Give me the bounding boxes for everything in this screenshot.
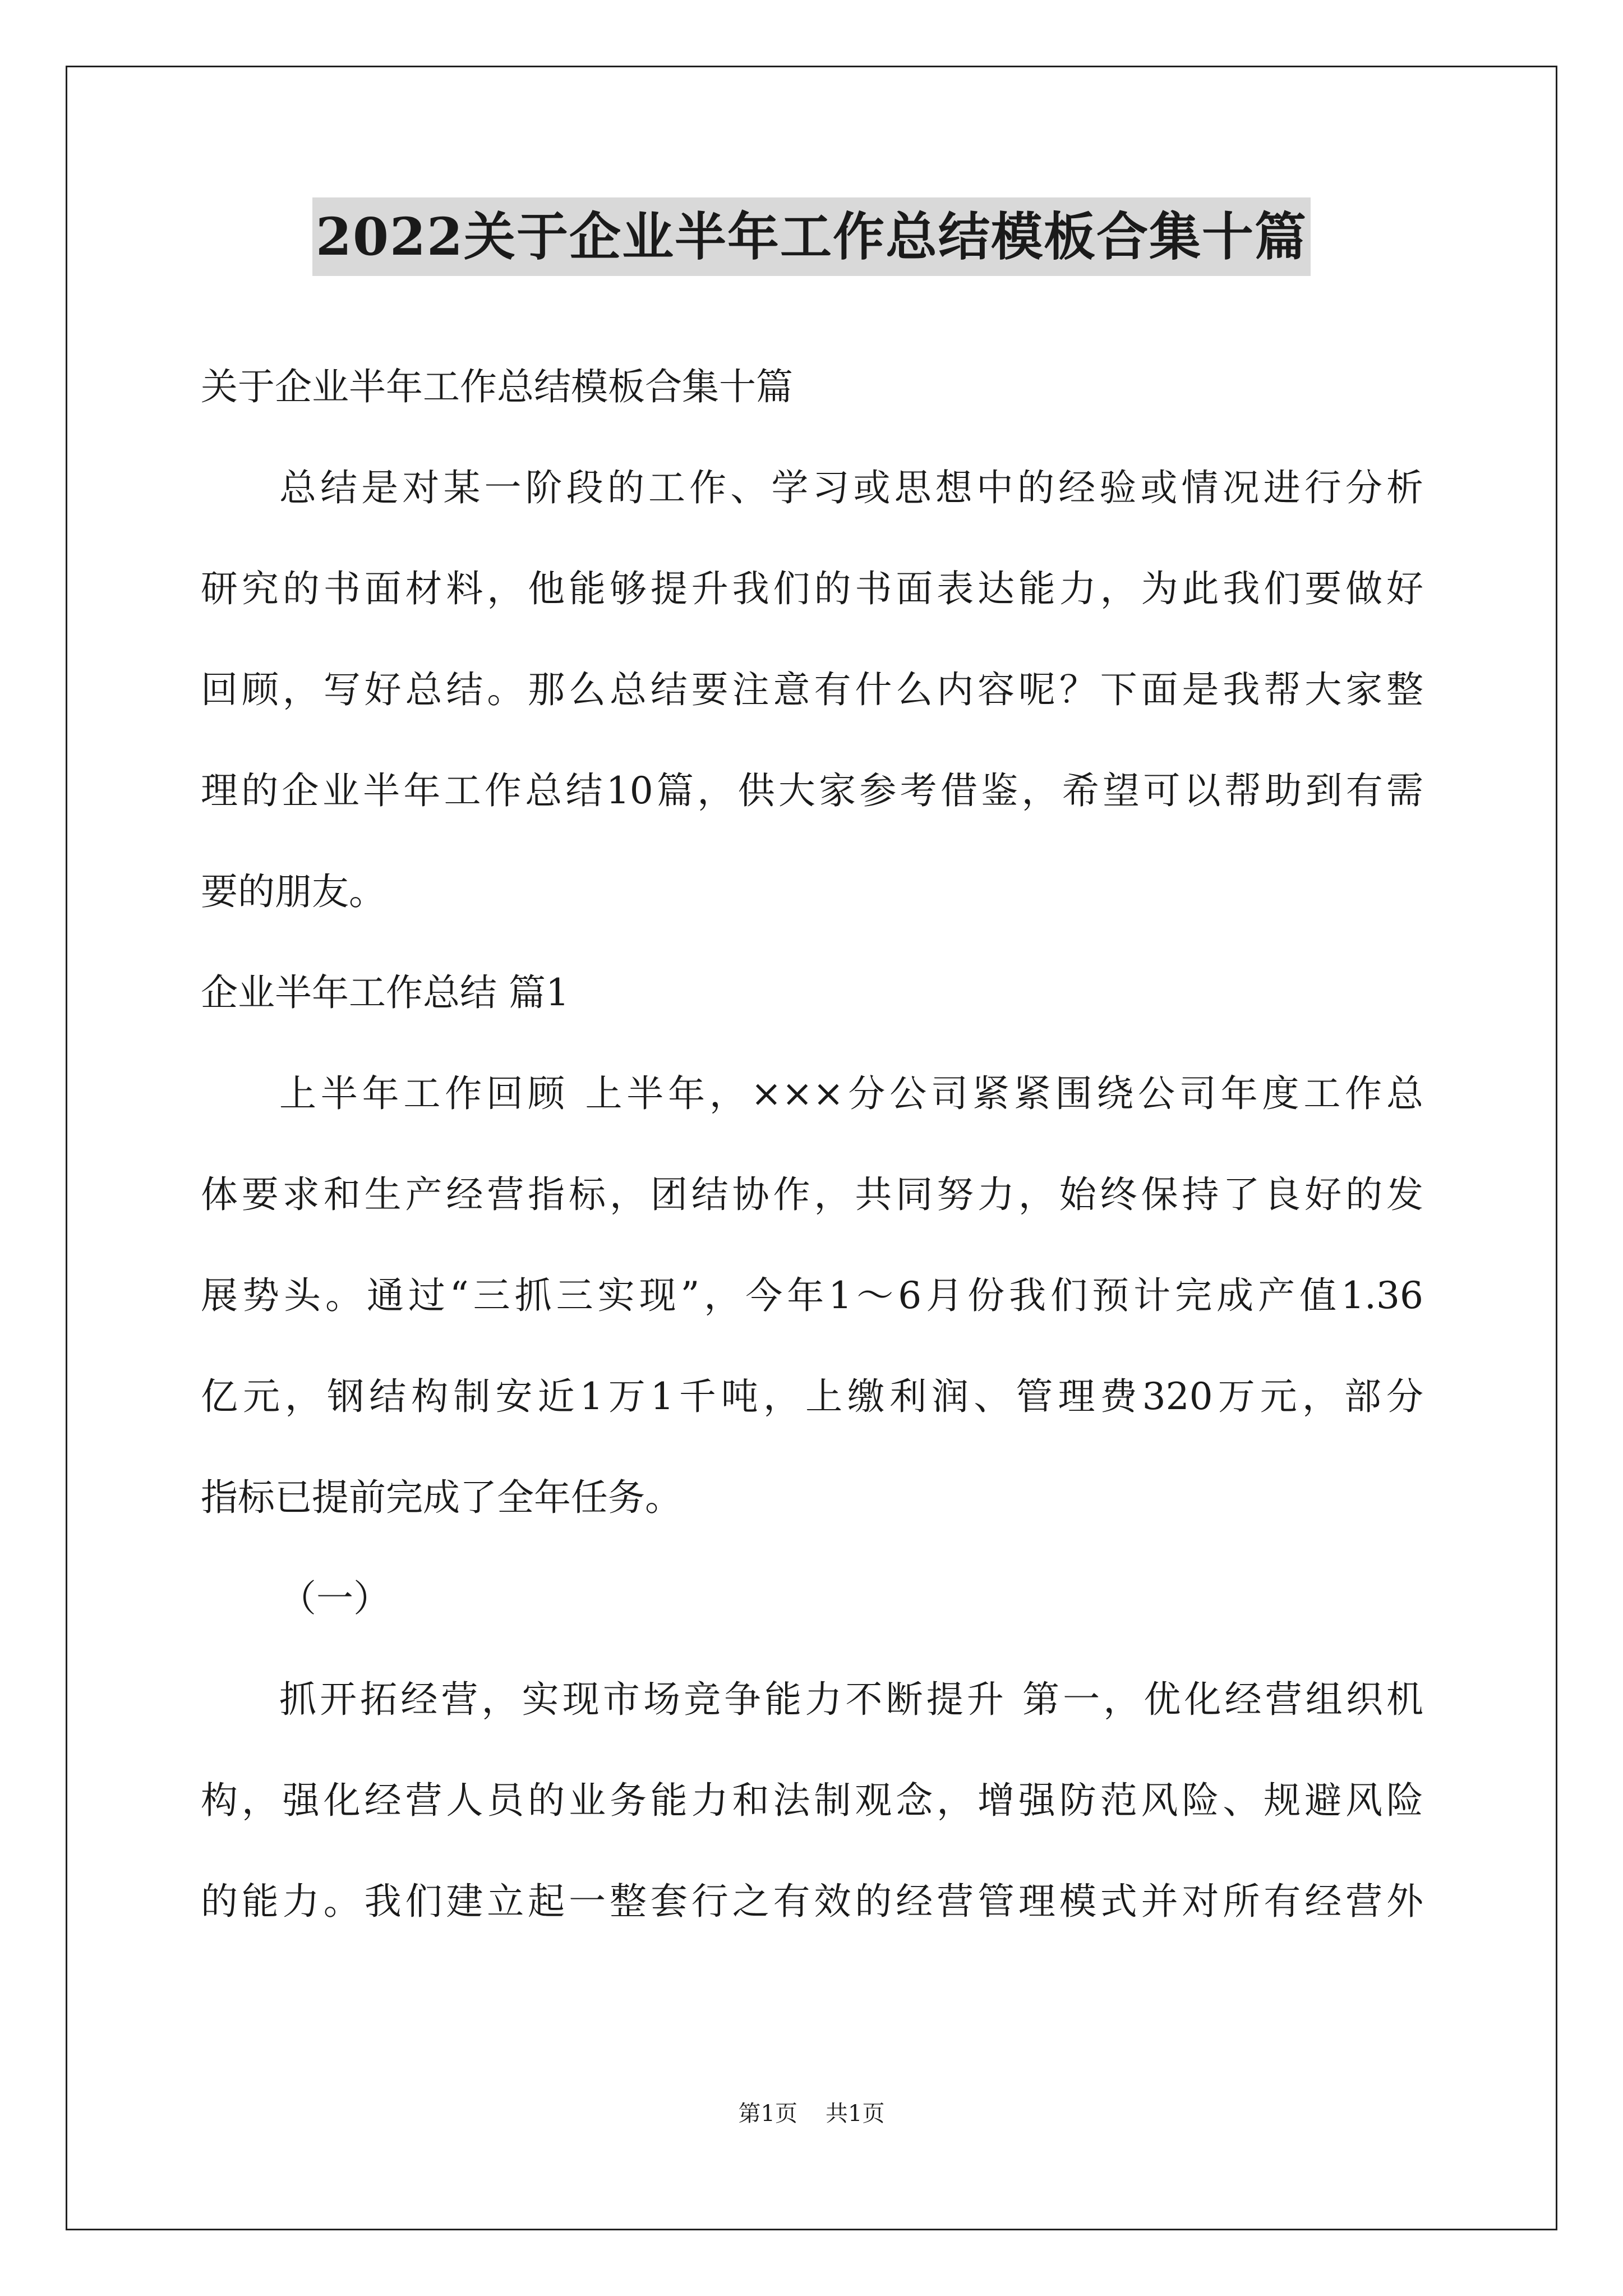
paragraph-line: 上半年工作回顾 上半年，×××分公司紧紧围绕公司年度工作总 (279, 1072, 1423, 1115)
paragraph-line: 要的朋友。 (201, 870, 386, 913)
paragraph-line: 亿元，钢结构制安近1万1千吨，上缴利润、管理费320万元，部分 (201, 1375, 1423, 1418)
page-total: 共1页 (826, 2101, 885, 2127)
paragraph-line: 理的企业半年工作总结10篇，供大家参考借鉴，希望可以帮助到有需 (201, 769, 1423, 812)
paragraph-line: 抓开拓经营，实现市场竞争能力不断提升 第一，优化经营组织机 (279, 1678, 1423, 1721)
page-number: 第1页 (738, 2101, 797, 2127)
section-heading: 企业半年工作总结 篇1 (201, 971, 569, 1014)
subtitle-line: 关于企业半年工作总结模板合集十篇 (201, 365, 793, 408)
paragraph-line: 指标已提前完成了全年任务。 (201, 1476, 682, 1519)
document-title: 2022关于企业半年工作总结模板合集十篇 (312, 197, 1311, 276)
paragraph-line: 研究的书面材料，他能够提升我们的书面表达能力，为此我们要做好 (201, 567, 1423, 610)
subsection-marker: （一） (279, 1577, 390, 1620)
page-footer (0, 2097, 1623, 2131)
paragraph-line: 展势头。通过“三抓三实现”，今年1～6月份我们预计完成产值1.36 (201, 1274, 1423, 1317)
paragraph-line: 的能力。我们建立起一整套行之有效的经营管理模式并对所有经营外 (201, 1880, 1423, 1923)
title-container (0, 197, 1623, 276)
paragraph-line: 体要求和生产经营指标，团结协作，共同努力，始终保持了良好的发 (201, 1173, 1423, 1216)
paragraph-line: 构，强化经营人员的业务能力和法制观念，增强防范风险、规避风险 (201, 1779, 1423, 1822)
paragraph-line: 总结是对某一阶段的工作、学习或思想中的经验或情况进行分析 (279, 466, 1423, 509)
paragraph-line: 回顾，写好总结。那么总结要注意有什么内容呢？下面是我帮大家整 (201, 668, 1423, 711)
